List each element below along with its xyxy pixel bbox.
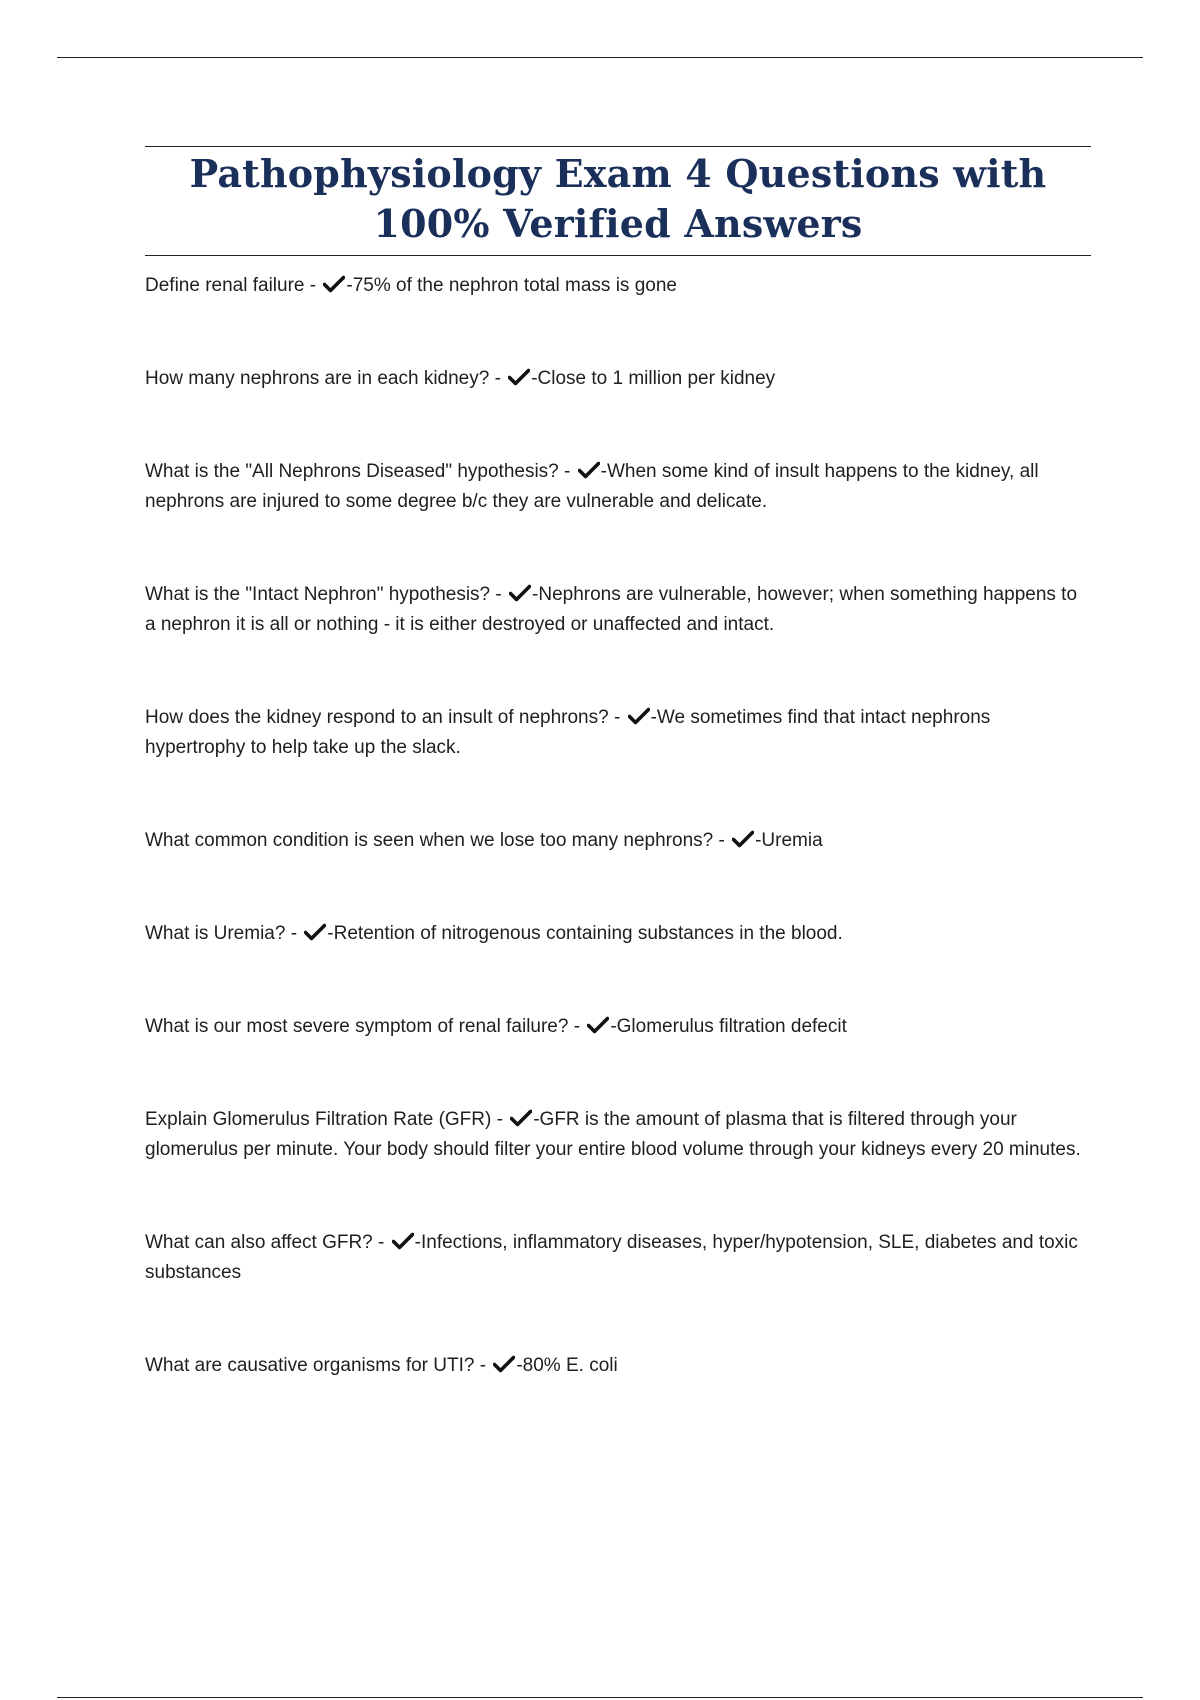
answer-text: -Uremia (755, 830, 823, 851)
answer-text: -Close to 1 million per kidney (531, 368, 776, 389)
document-title: Pathophysiology Exam 4 Questions with 100% Verified Answers (189, 151, 1047, 246)
answer-text: -Retention of nitrogenous containing substances in the blood. (327, 923, 843, 944)
title-block (145, 146, 1091, 256)
check-mark-icon (304, 923, 326, 941)
answer-text: -We sometimes find that intact nephrons hypertrophy to help take up the slack. (145, 707, 991, 758)
check-mark-icon (323, 275, 345, 293)
question-text: What common condition is seen when we lose too many nephrons? - (145, 830, 731, 851)
check-mark-icon (587, 1016, 609, 1034)
question-text: What can also affect GFR? - (145, 1232, 390, 1253)
question-text: What is the "All Nephrons Diseased" hypothesis? - (145, 461, 576, 482)
check-mark-icon (732, 830, 754, 848)
qa-item (145, 364, 1091, 394)
check-mark-icon (510, 1109, 532, 1127)
check-mark-icon (578, 461, 600, 479)
answer-text: -75% of the nephron total mass is gone (346, 275, 677, 296)
answer-text: -80% E. coli (516, 1355, 618, 1376)
qa-item (145, 1228, 1091, 1288)
question-text: What are causative organisms for UTI? - (145, 1355, 492, 1376)
answer-text: -Nephrons are vulnerable, however; when something happens to a nephron it is all or nothing - it is either destroyed or unaffected and intact. (145, 584, 1078, 635)
question-text: How does the kidney respond to an insult of nephrons? - (145, 707, 626, 728)
question-text: Define renal failure - (145, 275, 322, 296)
check-mark-icon (509, 584, 531, 602)
answer-text: -Infections, inflammatory diseases, hyper/hypotension, SLE, diabetes and toxic substances (145, 1232, 1078, 1283)
question-text: What is our most severe symptom of renal failure? - (145, 1016, 586, 1037)
check-mark-icon (493, 1355, 515, 1373)
qa-item (145, 271, 1091, 301)
qa-item (145, 703, 1091, 763)
question-text: What is Uremia? - (145, 923, 303, 944)
check-mark-icon (508, 368, 530, 386)
page-bottom-rule (57, 1697, 1143, 1698)
check-mark-icon (628, 707, 650, 725)
answer-text: -GFR is the amount of plasma that is filtered through your glomerulus per minute. Your body should filter your entire blood volume through your kidneys every 20 minutes. (145, 1109, 1081, 1160)
check-mark-icon (392, 1232, 414, 1250)
document-body (145, 146, 1091, 1381)
page-top-rule (57, 57, 1143, 58)
answer-text: -Glomerulus filtration defecit (610, 1016, 847, 1037)
question-text: What is the "Intact Nephron" hypothesis? - (145, 584, 508, 605)
qa-item (145, 1105, 1091, 1165)
qa-item (145, 1012, 1091, 1042)
question-text: Explain Glomerulus Filtration Rate (GFR) - (145, 1109, 509, 1130)
question-text: How many nephrons are in each kidney? - (145, 368, 507, 389)
qa-item (145, 457, 1091, 517)
qa-item (145, 826, 1091, 856)
answer-text: -When some kind of insult happens to the kidney, all nephrons are injured to some degree b/c they are vulnerable and delicate. (145, 461, 1039, 512)
qa-item (145, 580, 1091, 640)
qa-list (145, 271, 1091, 1381)
qa-item (145, 1351, 1091, 1381)
qa-item (145, 919, 1091, 949)
